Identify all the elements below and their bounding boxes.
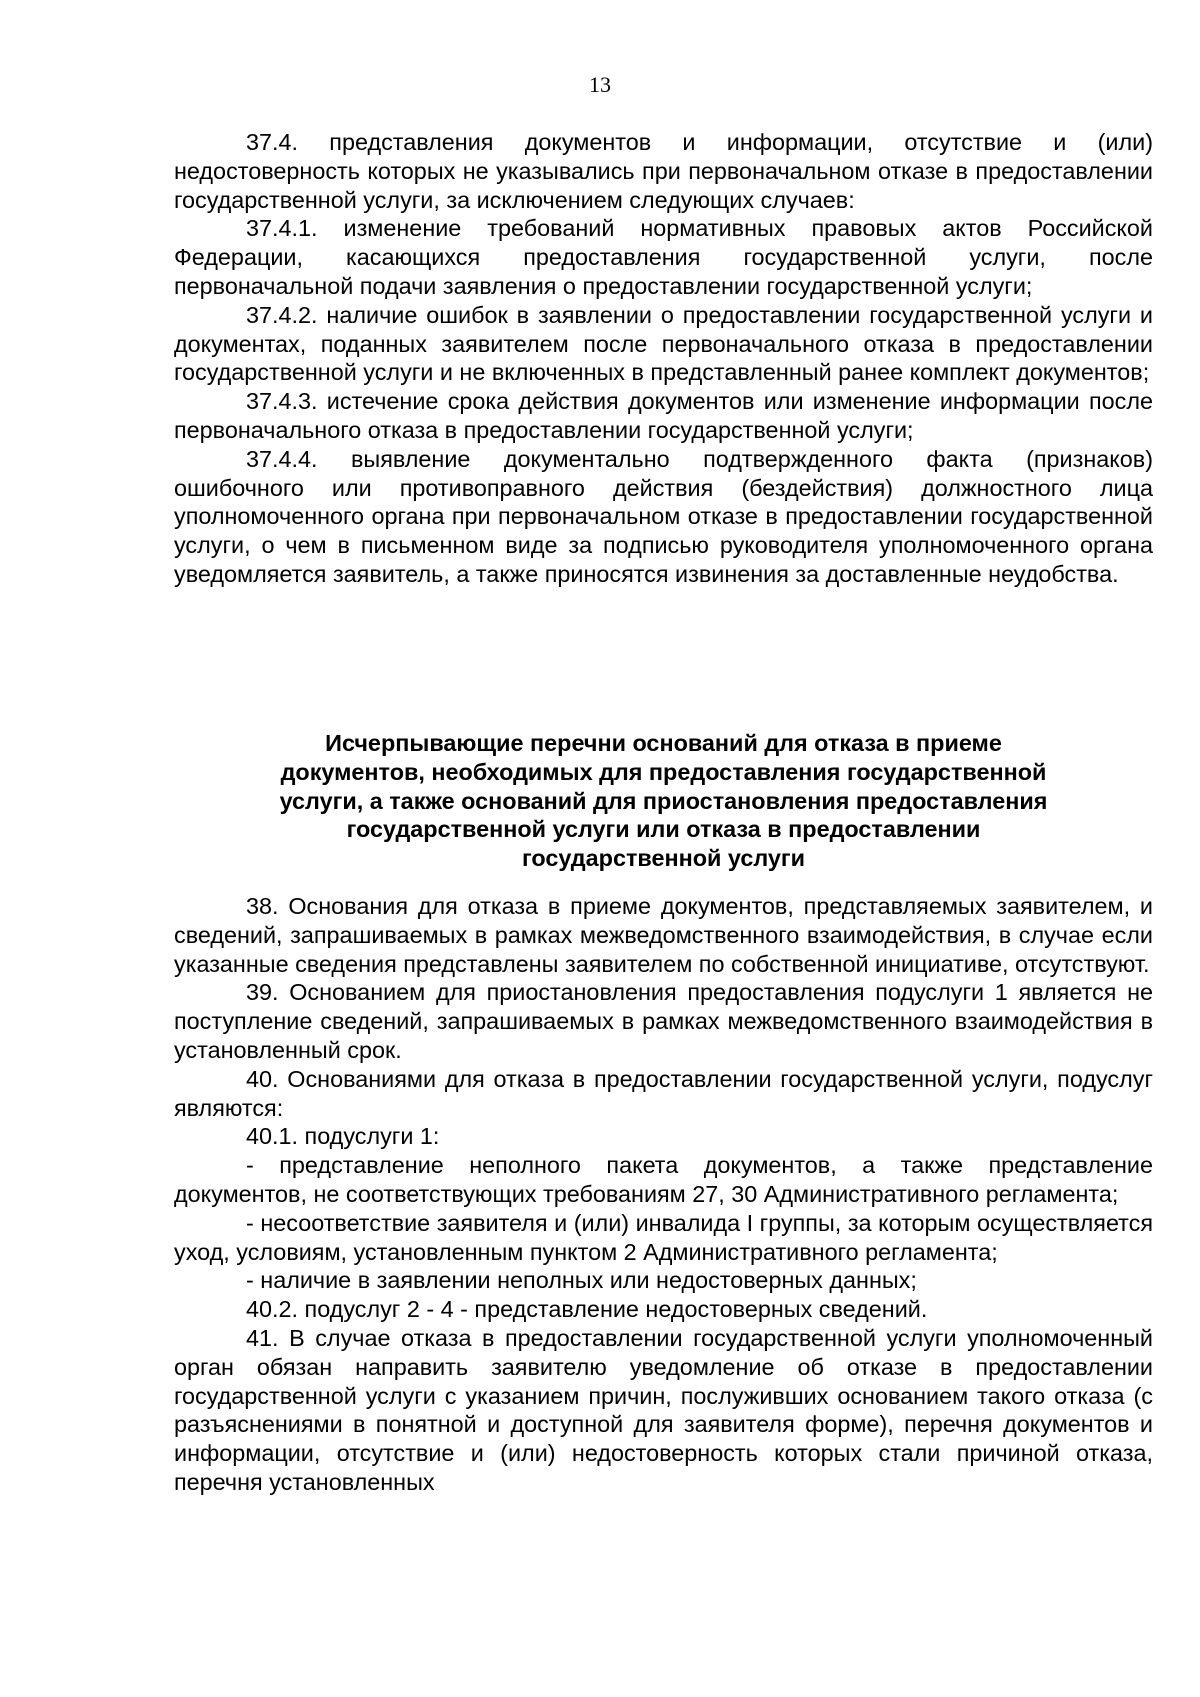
paragraph-37-4: 37.4. представления документов и информации, отсутствие и (или) недостоверность которых не указывались при первоначальном отказе в предоставлении государственной услуги, за исключением следующих случаев:: [174, 129, 1153, 213]
heading-line: государственной услуги или отказа в предоставлении: [346, 816, 981, 843]
heading-line: государственной услуги: [521, 845, 806, 872]
heading-line: Исчерпывающие перечни оснований для отказа в приеме: [325, 730, 1002, 756]
paragraph-37-4-2: 37.4.2. наличие ошибок в заявлении о предоставлении государственной услуги и документах, поданных заявителем после первоначального отказа в предоставлении государственной услуги и не включенных в представленный ранее комплект документов;: [174, 301, 1153, 386]
paragraph-37-4-4: 37.4.4. выявление документально подтвержденного факта (признаков) ошибочного или противоправного действия (бездействия) должностного лица уполномоченного органа при первоначальном отказе в предоставлении государственной услуги, о чем в письменном виде за подписью руководителя уполномоченного органа уведомляется заявитель, а также приносятся извинения за доставленные неудобства.: [174, 445, 1153, 587]
paragraph-40: 40. Основаниями для отказа в предоставлении государственной услуги, подуслуг являются:: [174, 1065, 1153, 1121]
body-text-bottom: [174, 892, 1153, 1497]
heading-line: документов, необходимых для предоставления государственной: [280, 758, 1047, 785]
paragraph-41: 41. В случае отказа в предоставлении государственной услуги уполномоченный орган обязан направить заявителю уведомление об отказе в предоставлении государственной услуги с указанием причин, послуживших основанием такого отказа (с разъяснениями в понятной и доступной для заявителя форме), перечня документов и информации, отсутствие и (или) недостоверность которых стали причиной отказа, перечня установленных: [174, 1324, 1153, 1495]
paragraph-40-1: 40.1. подуслуги 1:: [246, 1123, 440, 1150]
paragraph-37-4-3: 37.4.3. истечение срока действия документов или изменение информации после первоначального отказа в предоставлении государственной услуги;: [174, 388, 1153, 443]
paragraph-40-2: 40.2. подуслуг 2 - 4 - представление недостоверных сведений.: [246, 1296, 928, 1323]
page-number: 13: [589, 72, 611, 97]
list-item-noncompliance: - несоответствие заявителя и (или) инвалида I группы, за которым осуществляется уход, условиям, установленным пунктом 2 Административного регламента;: [174, 1209, 1153, 1265]
body-text-top: [174, 128, 1153, 589]
paragraph-38: 38. Основания для отказа в приеме документов, представляемых заявителем, и сведений, запрашиваемых в рамках межведомственного взаимодействия, в случае если указанные сведения представлены заявителем по собственной инициативе, отсутствуют.: [174, 893, 1153, 977]
list-item-incomplete-data: - наличие в заявлении неполных или недостоверных данных;: [246, 1267, 917, 1294]
list-item-incomplete-package: - представление неполного пакета документов, а также представление документов, не соответствующих требованиям 27, 30 Административного регламента;: [174, 1152, 1153, 1207]
section-heading: [174, 729, 1153, 873]
paragraph-37-4-1: 37.4.1. изменение требований нормативных правовых актов Российской Федерации, касающихся предоставления государственной услуги, после первоначальной подачи заявления о предоставлении государственной услуги;: [174, 215, 1153, 299]
paragraph-39: 39. Основанием для приостановления предоставления подуслуги 1 является не поступление сведений, запрашиваемых в рамках межведомственного взаимодействия в установленный срок.: [174, 979, 1153, 1063]
heading-line: услуги, а также оснований для приостановления предоставления: [279, 787, 1048, 814]
